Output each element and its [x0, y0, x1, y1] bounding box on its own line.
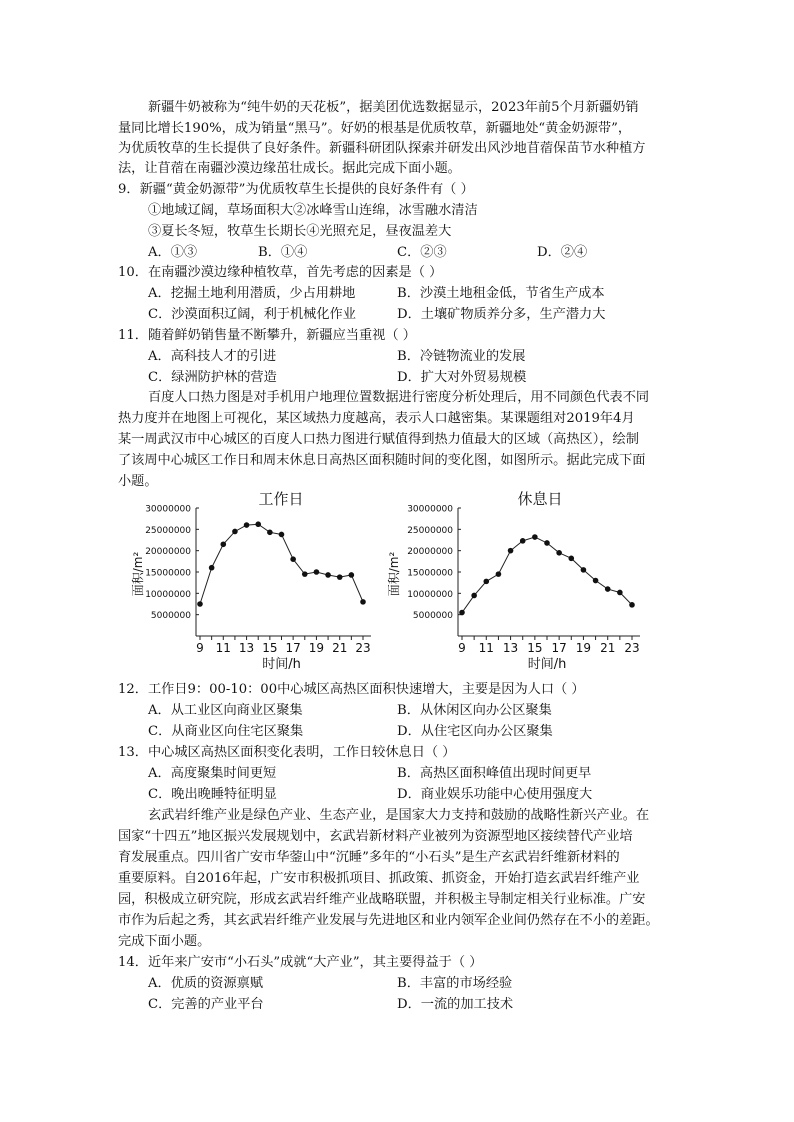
option-a[interactable]: A．从工业区向商业区聚集: [148, 703, 303, 718]
passage-1-line: 为优质牧草的生长提供了良好条件。新疆科研团队探索并研发出风沙地苜蓿保苗节水种植方: [118, 141, 646, 156]
data-point: [290, 556, 296, 562]
passage-2-line: 了该周中心城区工作日和周末休息日高热区面积随时间的变化图，如图所示。据此完成下面: [118, 453, 646, 468]
question-stem: 12．工作日9：00-10：00中心城区高热区面积快速增大，主要是因为人口（ ）: [118, 682, 585, 697]
data-point: [556, 550, 562, 556]
question-item: ①地域辽阔，草场面积大②冰峰雪山连绵，冰雪融水清洁: [148, 203, 478, 218]
passage-3-line: 完成下面小题。: [118, 934, 211, 949]
option-b[interactable]: B．沙漠土地租金低，节省生产成本: [397, 286, 605, 301]
data-point: [244, 522, 250, 528]
data-point: [617, 590, 623, 596]
y-tick-label: 30000000: [145, 504, 191, 515]
y-tick-label: 20000000: [407, 547, 453, 558]
passage-3-line: 市作为后起之秀，其玄武岩纤维产业发展与先进地区和业内领军企业间仍然存在不小的差距。: [118, 913, 659, 928]
data-point: [544, 540, 550, 546]
passage-2-line: 小题。: [118, 474, 158, 489]
passage-2-line: 百度人口热力图是对手机用户地理位置数据进行密度分析处理后，用不同颜色代表不同: [148, 390, 650, 405]
data-point: [302, 571, 308, 577]
data-point: [279, 532, 285, 538]
y-tick-label: 30000000: [407, 504, 453, 515]
option-b[interactable]: B．冷链物流业的发展: [397, 349, 526, 364]
option-c[interactable]: C．从商业区向住宅区聚集: [148, 724, 304, 739]
x-tick-label: 15: [527, 641, 543, 655]
option-c[interactable]: C．沙漠面积辽阔，利于机械化作业: [148, 307, 356, 322]
y-tick-label: 10000000: [145, 589, 191, 600]
passage-2-line: 某一周武汉市中心城区的百度人口热力图进行赋值得到热力值最大的区域（高热区），绘制: [118, 432, 639, 447]
x-tick-label: 21: [600, 641, 616, 655]
x-tick-label: 13: [502, 641, 519, 655]
data-point: [483, 579, 489, 585]
passage-3-line: 国家“十四五”地区振兴发展规划中，玄武岩新材料产业被列为资源型地区接续替代产业培: [118, 829, 633, 844]
x-axis-label: 时间/h: [262, 657, 301, 672]
passage-3-line: 园，积极成立研究院，形成玄武岩纤维产业战略联盟，并积极主导制定相关行业标准。广安: [118, 892, 646, 907]
data-point: [605, 586, 611, 592]
y-axis-label: 面积/m²: [131, 551, 145, 597]
x-tick-label: 21: [332, 641, 348, 655]
data-point: [220, 541, 226, 547]
option-d[interactable]: D．一流的加工技术: [397, 997, 514, 1012]
option-b[interactable]: B．丰富的市场经验: [397, 976, 513, 991]
data-point: [629, 602, 635, 608]
option-c[interactable]: C．②③: [397, 245, 447, 260]
option-d[interactable]: D．土壤矿物质养分多，生产潜力大: [397, 307, 606, 322]
x-tick-label: 17: [551, 641, 567, 655]
question-stem: 9．新疆“黄金奶源带”为优质牧草生长提供的良好条件有（ ）: [118, 182, 474, 197]
y-tick-label: 5000000: [150, 611, 191, 622]
question-stem: 14．近年来广安市“小石头”成就“大产业”，其主要得益于（ ）: [118, 955, 483, 970]
question-stem: 13．中心城区高热区面积变化表明，工作日较休息日（ ）: [118, 745, 456, 760]
option-a[interactable]: A．高科技人才的引进: [148, 349, 277, 364]
option-d[interactable]: D．扩大对外贸易规模: [397, 370, 527, 385]
data-point: [496, 571, 502, 577]
x-tick-label: 11: [215, 641, 231, 655]
data-point: [349, 572, 355, 578]
data-point: [267, 530, 273, 536]
data-point: [581, 567, 587, 573]
y-tick-label: 10000000: [407, 589, 453, 600]
data-point: [232, 529, 238, 535]
y-tick-label: 15000000: [145, 568, 191, 579]
passage-3-line: 重要原料。自2016年起，广安市积极抓项目、抓政策、抓资金，开始打造玄武岩纤维产业: [118, 871, 640, 886]
option-c[interactable]: C．绿洲防护林的营造: [148, 370, 277, 385]
x-tick-label: 19: [308, 641, 325, 655]
question-stem: 10．在南疆沙漠边缘种植牧草，首先考虑的因素是（ ）: [118, 265, 443, 280]
y-axis-label: 面积/m²: [387, 551, 401, 597]
option-c[interactable]: C．晚出晚睡特征明显: [148, 787, 277, 802]
passage-2-line: 热力度并在地图上可视化，某区域热力度越高，表示人口越密集。某课题组对2019年4月: [118, 411, 635, 426]
data-point: [255, 521, 261, 527]
question-stem: 11．随着鲜奶销售量不断攀升，新疆应当重视（ ）: [118, 328, 416, 343]
option-b[interactable]: B．从休闲区向办公区聚集: [397, 703, 552, 718]
data-point: [568, 556, 574, 562]
option-a[interactable]: A．优质的资源禀赋: [148, 976, 264, 991]
passage-1-line: 新疆牛奶被称为“纯牛奶的天花板”，据美团优选数据显示，2023年前5个月新疆奶销: [148, 100, 639, 115]
x-tick-label: 19: [575, 641, 592, 655]
chart-title: 工作日: [258, 490, 304, 508]
option-a[interactable]: A．挖掘土地利用潜质，少占用耕地: [148, 286, 356, 301]
data-point: [337, 574, 343, 580]
option-b[interactable]: B．高热区面积峰值出现时间更早: [397, 766, 592, 781]
data-point: [593, 578, 599, 584]
passage-3-line: 玄武岩纤维产业是绿色产业、生态产业，是国家大力支持和鼓励的战略性新兴产业。在: [148, 808, 650, 823]
data-point: [197, 601, 203, 607]
y-tick-label: 25000000: [407, 525, 453, 536]
x-tick-label: 9: [196, 641, 204, 655]
data-point: [325, 572, 331, 578]
passage-1-line: 法，让苜蓿在南疆沙漠边缘茁壮成长。据此完成下面小题。: [118, 161, 461, 176]
x-tick-label: 15: [262, 641, 278, 655]
option-b[interactable]: B．①④: [258, 245, 308, 260]
data-point: [520, 538, 526, 544]
passage-1-line: 量同比增长190%，成为销量“黑马”。好奶的根基是优质牧草，新疆地处“黄金奶源带”，: [118, 121, 632, 136]
x-tick-label: 11: [478, 641, 494, 655]
series-line: [462, 537, 632, 613]
y-tick-label: 5000000: [412, 611, 453, 622]
area-time-charts: [0, 490, 794, 680]
data-point: [459, 610, 465, 616]
x-tick-label: 13: [238, 641, 255, 655]
x-tick-label: 23: [624, 641, 640, 655]
option-a[interactable]: A．高度聚集时间更短: [148, 766, 277, 781]
option-a[interactable]: A．①③: [148, 245, 198, 260]
chart-title: 休息日: [517, 490, 563, 508]
x-axis-label: 时间/h: [527, 657, 567, 672]
y-tick-label: 15000000: [407, 568, 453, 579]
option-d[interactable]: D．②④: [537, 245, 588, 260]
option-c[interactable]: C．完善的产业平台: [148, 997, 264, 1012]
y-tick-label: 25000000: [145, 525, 191, 536]
y-tick-label: 20000000: [145, 547, 191, 558]
x-tick-label: 23: [355, 641, 371, 655]
data-point: [209, 565, 215, 571]
question-item: ③夏长冬短，牧草生长期长④光照充足，昼夜温差大: [148, 224, 452, 239]
data-point: [508, 548, 514, 554]
option-d[interactable]: D．从住宅区向办公区聚集: [397, 724, 553, 739]
data-point: [314, 569, 320, 575]
data-point: [532, 534, 538, 540]
x-tick-label: 9: [458, 641, 466, 655]
data-point: [471, 593, 477, 599]
passage-3-line: 育发展重点。四川省广安市华蓥山中“沉睡”多年的“小石头”是生产玄武岩纤维新材料的: [118, 850, 620, 865]
option-d[interactable]: D．商业娱乐功能中心使用强度大: [397, 787, 593, 802]
x-tick-label: 17: [285, 641, 301, 655]
data-point: [360, 599, 366, 605]
